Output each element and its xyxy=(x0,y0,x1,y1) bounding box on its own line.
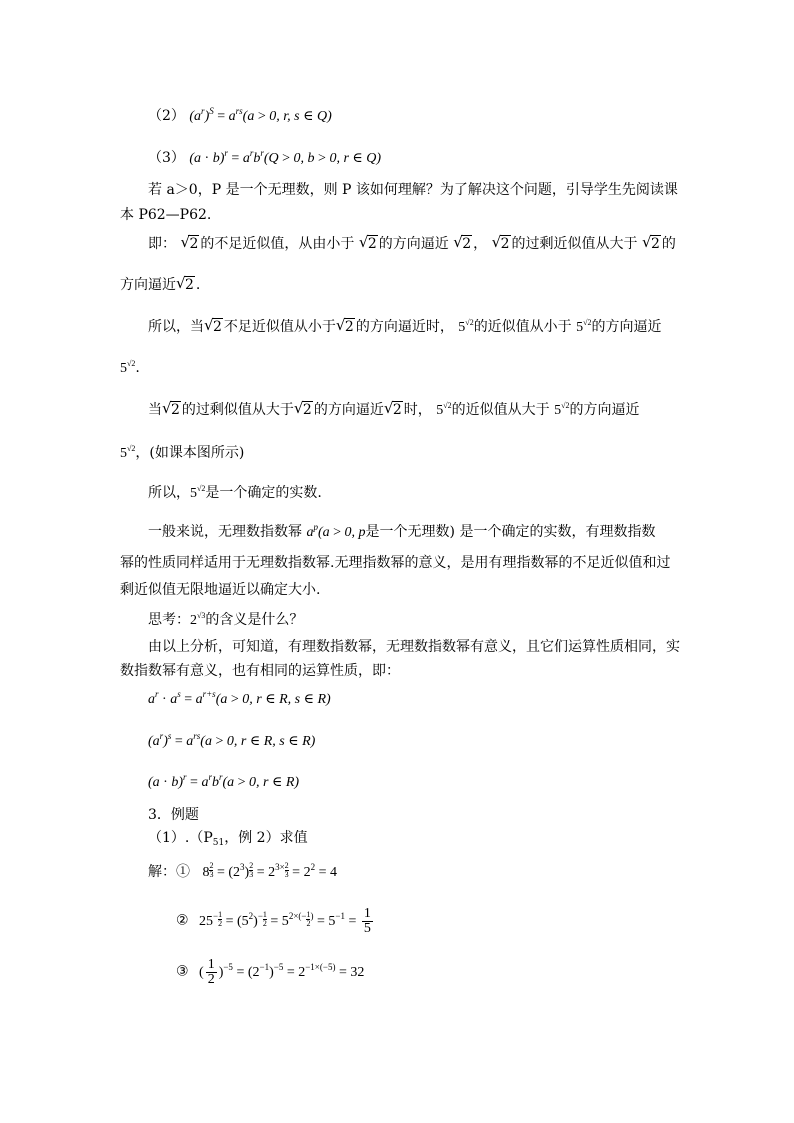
paragraph-if: 若 a＞0，P 是一个无理数，则 P 该如何理解？为了解决这个问题，引导学生先阅读课 xyxy=(148,182,678,198)
paragraph-so-1: 所以，当√ 2 不足近似值从小于√ 2 的方向逼近时， $5^{√2}$的近似值从小于 $5^{√2}$的方向逼近 xyxy=(148,317,662,338)
rule-1: $a^r \cdot a^s = a^{r+s}(a > 0$, r ∈ R, s ∈ R) xyxy=(148,689,331,707)
analysis-2: 数指数幂有意义，也有相同的运算性质，即： xyxy=(120,663,400,679)
example-heading: 3．例题 xyxy=(148,807,199,823)
property-2: （2） $(a^r)^S = a^{rs}(a > 0$, r, s ∈ Q) xyxy=(148,106,332,124)
rule-3: $(a \cdot b)^r = a^rb^r(a > 0$, r ∈ R) xyxy=(148,772,300,790)
analysis-1: 由以上分析，可知道，有理数指数幂，无理数指数幂有意义，且它们运算性质相同，实 xyxy=(148,639,680,655)
solution-2: ② $25^{- \frac{1}{2}}$ = $(5^2)^{- \frac{1}{2}}$ = $5^{2\times(- \frac{1}{2} )} = 5^{-1}$ = $\frac{1}{5}$ xyxy=(176,906,371,936)
paragraph-general-3: 剩近似值无限地逼近以确定大小. xyxy=(120,582,321,598)
paragraph-ji-2: 方向逼近√ 2 . xyxy=(120,275,200,295)
paragraph-so-2: 所以，$5^{√2}$是一个确定的实数. xyxy=(148,484,322,501)
paragraph-when: 当√ 2 的过剩似值从大于√ 2 的方向逼近√ 2 时， $5^{√2}$的近似值从大于 $5^{√2}$的方向逼近 xyxy=(148,400,639,421)
label: （2） xyxy=(148,108,185,124)
paragraph-general-2: 幂的性质同样适用于无理数指数幂.无理指数幂的意义，是用有理指数幂的不足近似值和过 xyxy=(120,555,671,571)
paragraph-when-2: $5^{√2}$，(如课本图所示) xyxy=(120,444,245,461)
paragraph-so-1-2: $5^{√2}$. xyxy=(120,359,140,376)
property-3: （3） $(a \cdot b)^r = a^rb^r(Q > 0$, b > 0, r ∈ Q) xyxy=(148,148,382,166)
general-mid: 是一个无理数) xyxy=(365,524,455,540)
label: （3） xyxy=(148,150,185,166)
example-1: $(1).(P_{51}$，例 2）求值 xyxy=(148,830,308,848)
paragraph-if-2: 本 P62—P62. xyxy=(120,207,212,223)
rule-2: $(a^r)^s = a^{rs}(a > 0$, r ∈ R, s ∈ R) xyxy=(148,731,316,749)
paragraph-general: 一般来说，无理数指数幂 $a^p(a > 0$, p是一个无理数) 是一个确定的实数，有理数指数 xyxy=(148,522,656,540)
paragraph-ji: 即： √ 2 的不足近似值，从由小于 √ 2 的方向逼近 √ 2 ， √ 2 的过剩近似值从大于 √ 2 的 xyxy=(148,234,676,254)
think: 思考：$2^{√3}$的含义是什么？ xyxy=(148,611,304,628)
solution-3: ③ ( $\frac{1}{2}$ )$^{-5} = (2^{-1})^{-5} = 2^{-1\times(-5)} = 32$ xyxy=(176,957,365,987)
solution-1: 解：① 8 $\frac{2}{3}$ = $(2^3)$ $\frac{2}{3}$ = $2^{3\times \frac{2}{3}}$ = $2^2 = 4$ xyxy=(148,861,337,880)
